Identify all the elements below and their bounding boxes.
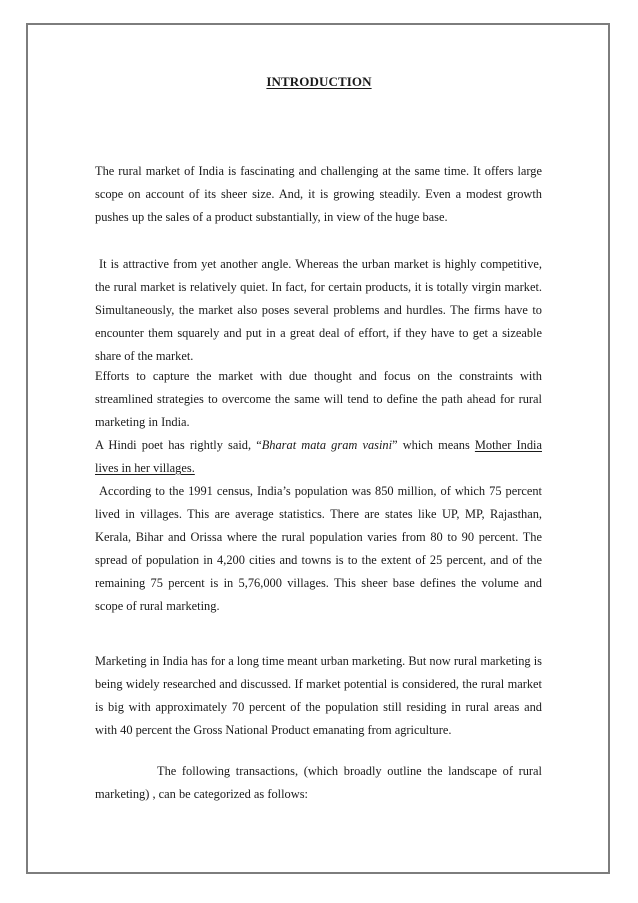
hindi-quote: Bharat mata gram vasini [261, 438, 393, 452]
paragraph-efforts [95, 365, 542, 434]
paragraph-text: Marketing in India has for a long time meant urban marketing. But now rural marketing is being widely researched and discussed. If market potential is considered, the rural market is big with approximately 70 percent of the population still residing in rural areas and with 40 percent the Gross National Product emanating from agriculture. [95, 654, 542, 737]
paragraph-rural-market-intro [95, 160, 542, 229]
underlined-translation: Mother India lives in her villages. [95, 438, 542, 475]
paragraph-text: It is attractive from yet another angle. Whereas the urban market is highly competitive, the rural market is relatively quiet. In fact, for certain products, it is totally virgin market. Simultaneously, the market also poses several problems and hurdles. The firms have to encounter them squarely and put in a great deal of effort, if they have to get a sizeable share of the market. [95, 257, 542, 363]
paragraph-transactions [95, 760, 542, 806]
quote-middle: ” which means [392, 438, 475, 452]
paragraph-attractive-angle [95, 253, 542, 368]
paragraph-marketing-india [95, 650, 542, 742]
paragraph-census [95, 480, 542, 618]
paragraph-text: According to the 1991 census, India’s population was 850 million, of which 75 percent lived in villages. This are average statistics. There are states like UP, MP, Rajasthan, Kerala, Bihar and Orissa where the rural population varies from 80 to 90 percent. The spread of population in 4,200 cities and towns is to the extent of 25 percent, and of the remaining 75 percent is in 5,76,000 villages. This sheer base defines the volume and scope of rural marketing. [95, 484, 542, 613]
paragraph-text: The rural market of India is fascinating and challenging at the same time. It offers large scope on account of its sheer size. And, it is growing steadily. Even a modest growth pushes up the sales of a product substantially, in view of the huge base. [95, 164, 542, 224]
quote-prefix: A Hindi poet has rightly said, “ [95, 438, 262, 452]
paragraph-hindi-poet [95, 434, 542, 480]
paragraph-text: Efforts to capture the market with due thought and focus on the constraints with streamlined strategies to overcome the same will tend to define the path ahead for rural marketing in India. [95, 369, 542, 429]
paragraph-text: The following transactions, (which broadly outline the landscape of rural marketing) , can be categorized as follows: [95, 764, 542, 801]
page-title: INTRODUCTION [266, 74, 372, 89]
